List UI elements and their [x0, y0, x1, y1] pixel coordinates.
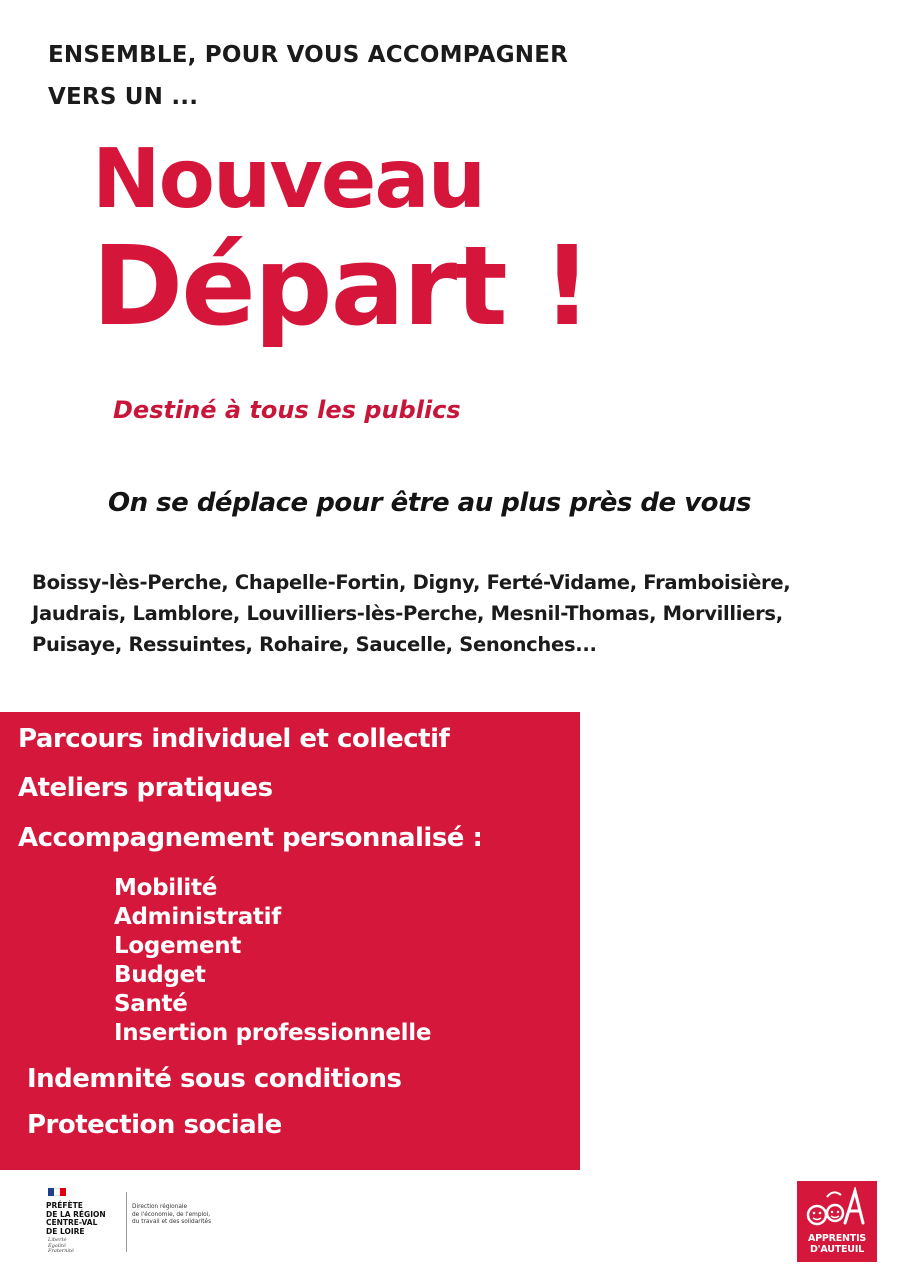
prefecture-line: PRÉFÈTE — [46, 1201, 83, 1210]
republic-flag-icon — [48, 1188, 66, 1196]
towns-line: Puisaye, Ressuintes, Rohaire, Saucelle, Senonches... — [32, 633, 597, 656]
subtitle: On se déplace pour être au plus près de vous — [108, 488, 752, 518]
dreets-name — [132, 1204, 211, 1227]
support-sub-list — [114, 874, 431, 1048]
dreets-line: du travail et des solidarités — [132, 1219, 212, 1225]
tagline: Destiné à tous les publics — [113, 396, 461, 424]
sub-item: Mobilité — [114, 875, 217, 901]
headline-line-1: Nouveau — [92, 132, 485, 227]
logo-line: D'AUTEUIL — [809, 1244, 865, 1255]
towns-line: Boissy-lès-Perche, Chapelle-Fortin, Digny, Ferté-Vidame, Framboisière, — [32, 571, 791, 594]
services-panel — [0, 712, 580, 1170]
prefecture-line: DE LOIRE — [46, 1226, 85, 1236]
intro-text — [48, 34, 568, 118]
headline-line-2: Départ ! — [92, 222, 591, 350]
dreets-line: de l'économie, de l'emploi, — [132, 1211, 211, 1218]
towns-line: Jaudrais, Lamblore, Louvilliers-lès-Perche, Mesnil-Thomas, Morvilliers, — [32, 602, 783, 625]
apprentis-auteuil-logo — [797, 1181, 877, 1262]
logo-text — [797, 1233, 877, 1255]
headline — [92, 130, 591, 350]
service-item: Indemnité sous conditions — [27, 1064, 402, 1094]
apprentis-auteuil-logo-icon — [805, 1187, 869, 1231]
service-item: Parcours individuel et collectif — [18, 724, 450, 754]
intro-line-2: VERS UN ... — [48, 84, 199, 110]
service-item: Ateliers pratiques — [18, 773, 273, 803]
service-item: Protection sociale — [27, 1110, 282, 1140]
sub-item: Insertion professionnelle — [114, 1020, 432, 1046]
motto-line: Fraternité — [48, 1248, 74, 1254]
motto-line: Égalité — [48, 1242, 66, 1249]
logo-divider — [126, 1192, 127, 1252]
intro-line-1: ENSEMBLE, POUR VOUS ACCOMPAGNER — [48, 42, 569, 68]
prefecture-line: CENTRE-VAL — [46, 1218, 98, 1227]
prefecture-line: DE LA RÉGION — [46, 1209, 106, 1219]
republic-motto — [48, 1238, 74, 1255]
sub-item: Logement — [114, 933, 242, 959]
prefecture-name — [46, 1202, 106, 1236]
sub-item: Budget — [114, 962, 206, 988]
towns-list — [32, 567, 872, 660]
dreets-line: Direction régionale — [132, 1204, 188, 1210]
motto-line: Liberté — [48, 1237, 67, 1243]
logo-line: APPRENTIS — [807, 1233, 867, 1244]
service-item: Accompagnement personnalisé : — [18, 823, 483, 853]
sub-item: Santé — [114, 991, 188, 1017]
sub-item: Administratif — [114, 904, 281, 930]
prefecture-logo-block — [44, 1188, 244, 1258]
